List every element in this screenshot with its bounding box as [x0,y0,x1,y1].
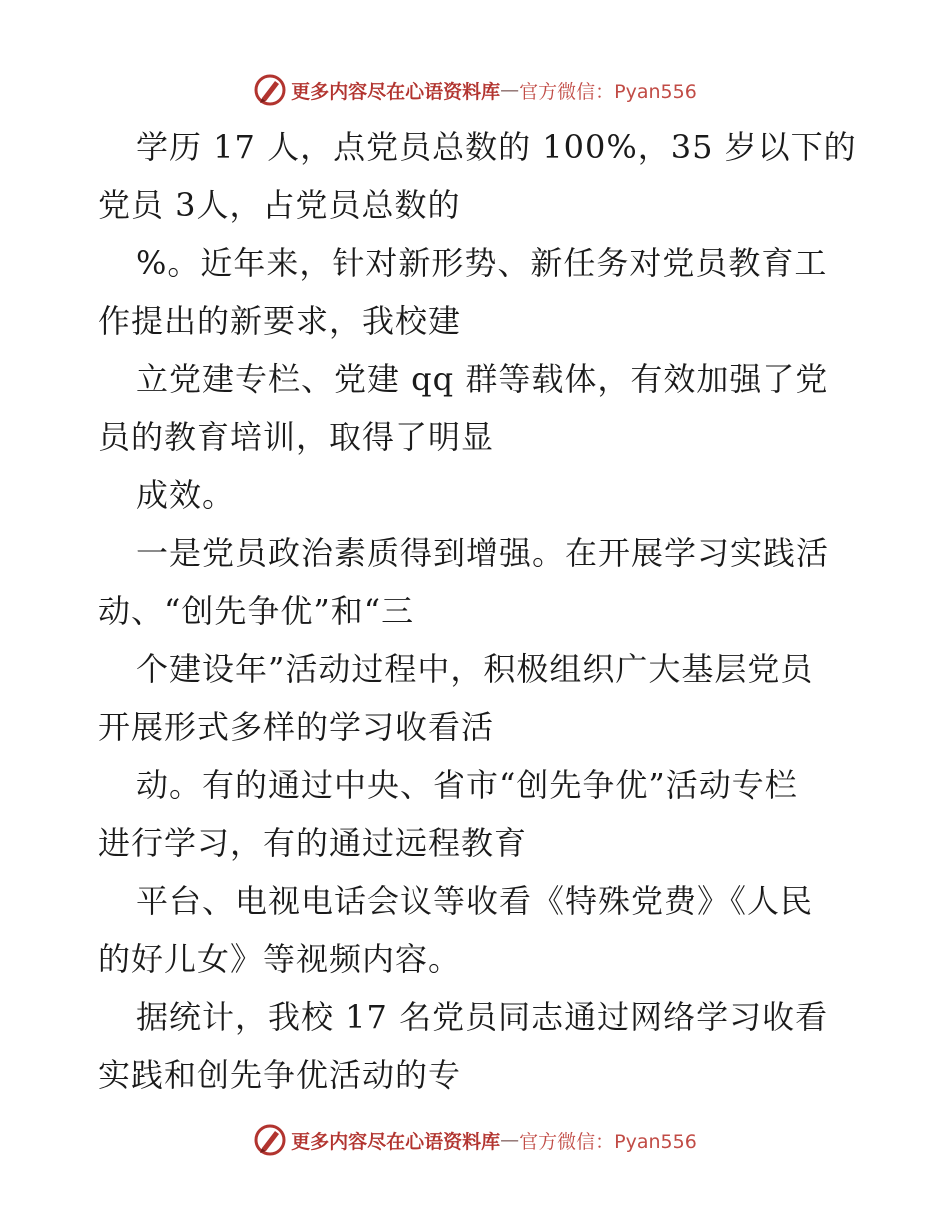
paragraph-line: 一是党员政治素质得到增强。在开展学习实践活 [136,534,830,572]
banner-wechat: 官方微信：Pyan556 [519,80,697,103]
paragraph [98,234,858,350]
paragraph-line: 进行学习，有的通过远程教育 [98,824,528,862]
paragraph-line: 动、“创先争优”和“三 [98,592,415,630]
banner-text: 更多内容尽在心语资料库 [291,80,501,103]
banner-text: 更多内容尽在心语资料库 [291,1130,501,1153]
paragraph [98,466,858,524]
paragraph-line: 立党建专栏、党建 qq 群等载体，有效加强了党 [136,360,829,398]
paragraph-line: 据统计，我校 17 名党员同志通过网络学习收看 [136,998,829,1036]
banner-separator: — [500,1129,520,1151]
paragraph [98,350,858,466]
banner-wechat: 官方微信：Pyan556 [519,1130,697,1153]
paragraph-line: 开展形式多样的学习收看活 [98,708,495,746]
paragraph-line: 党员 3人，占党员总数的 [98,186,461,224]
footer-banner [0,1118,950,1162]
paragraph-line: 员的教育培训，取得了明显 [98,418,495,456]
paragraph-line: 学历 17 人，点党员总数的 100%，35 岁以下的 [136,128,857,166]
paragraph-line: 个建设年”活动过程中，积极组织广大基层党员 [136,650,814,688]
paragraph-line: 作提出的新要求，我校建 [98,302,462,340]
paragraph-line: 成效。 [136,476,236,514]
pen-logo-icon [253,1123,287,1157]
document-body [98,118,858,1104]
paragraph-line: 平台、电视电话会议等收看《特殊党费》《人民 [136,882,814,920]
pen-logo-icon [253,73,287,107]
banner-separator: — [500,79,520,101]
paragraph-line: 动。有的通过中央、省市“创先争优”活动专栏 [136,766,798,804]
header-banner [0,68,950,112]
paragraph-line: 的好儿女》等视频内容。 [98,940,462,978]
paragraph-line: %。近年来，针对新形势、新任务对党员教育工 [136,244,828,282]
paragraph [98,640,858,756]
paragraph [98,118,858,234]
paragraph-line: 实践和创先争优活动的专 [98,1056,462,1094]
paragraph [98,988,858,1104]
paragraph [98,524,858,640]
paragraph [98,756,858,872]
paragraph [98,872,858,988]
